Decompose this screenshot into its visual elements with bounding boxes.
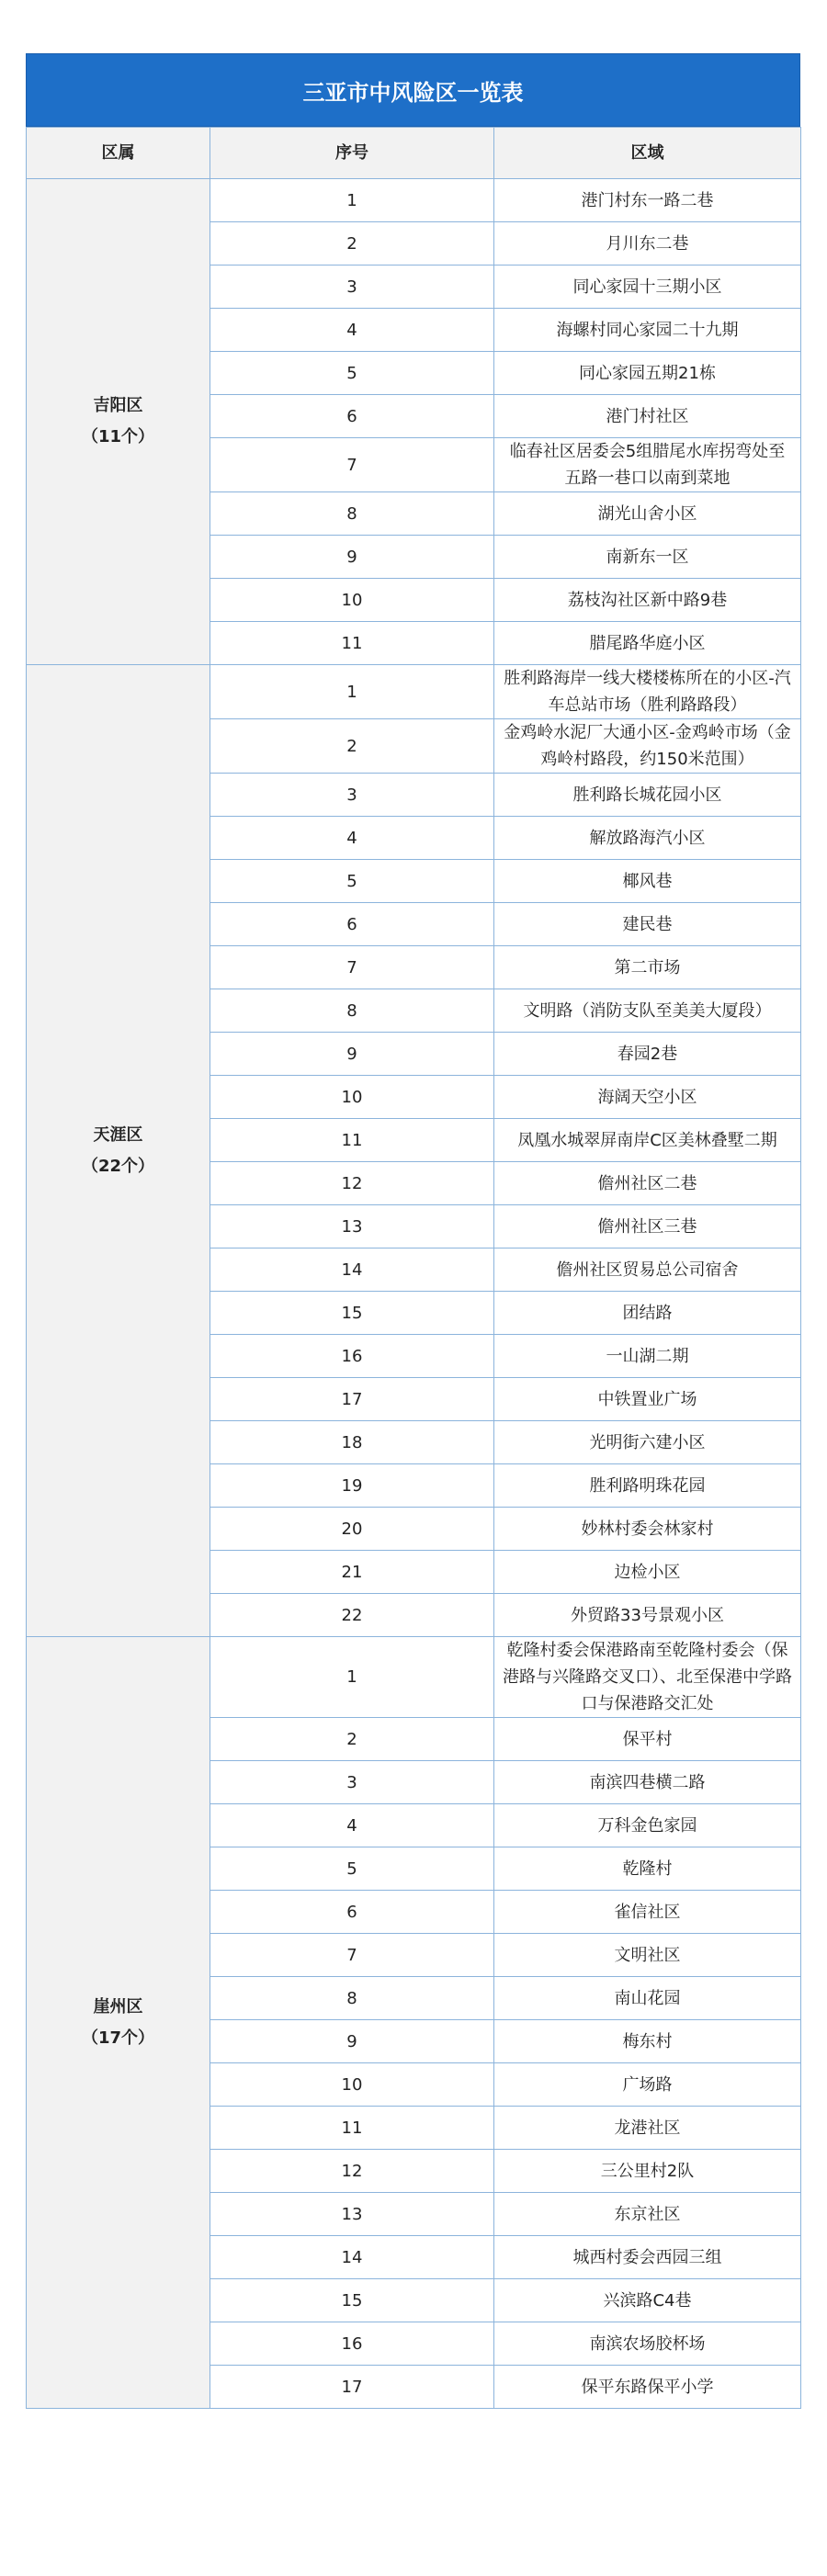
area-cell: 春园2巷 (494, 1033, 801, 1076)
area-cell: 凤凰水城翠屏南岸C区美林叠墅二期 (494, 1119, 801, 1162)
seq-cell: 7 (210, 438, 494, 492)
seq-cell: 10 (210, 2063, 494, 2107)
seq-cell: 2 (210, 222, 494, 266)
district-count: （11个） (81, 427, 155, 446)
seq-cell: 6 (210, 395, 494, 438)
seq-cell: 4 (210, 1804, 494, 1847)
seq-cell: 20 (210, 1508, 494, 1551)
area-cell: 儋州社区贸易总公司宿舍 (494, 1248, 801, 1292)
district-cell (27, 665, 210, 1637)
seq-cell: 5 (210, 860, 494, 903)
area-cell: 城西村委会西园三组 (494, 2236, 801, 2279)
seq-cell: 3 (210, 774, 494, 817)
seq-cell: 13 (210, 1205, 494, 1248)
area-cell: 月川东二巷 (494, 222, 801, 266)
seq-cell: 2 (210, 719, 494, 774)
table-body (27, 179, 801, 2409)
area-cell: 三公里村2队 (494, 2150, 801, 2193)
area-cell: 南滨四巷横二路 (494, 1761, 801, 1804)
area-cell: 海阔天空小区 (494, 1076, 801, 1119)
area-cell: 湖光山舍小区 (494, 492, 801, 536)
seq-cell: 9 (210, 2020, 494, 2063)
area-cell: 广场路 (494, 2063, 801, 2107)
seq-cell: 16 (210, 2322, 494, 2366)
seq-cell: 11 (210, 622, 494, 665)
area-cell: 文明路（消防支队至美美大厦段） (494, 989, 801, 1033)
seq-cell: 16 (210, 1335, 494, 1378)
district-name: 天涯区 (93, 1124, 143, 1145)
area-cell: 边检小区 (494, 1551, 801, 1594)
table-row (27, 1637, 801, 1718)
seq-cell: 7 (210, 1934, 494, 1977)
area-cell: 腊尾路华庭小区 (494, 622, 801, 665)
area-cell: 保平东路保平小学 (494, 2366, 801, 2409)
area-cell: 南山花园 (494, 1977, 801, 2020)
area-cell: 解放路海汽小区 (494, 817, 801, 860)
seq-cell: 8 (210, 1977, 494, 2020)
area-cell: 椰风巷 (494, 860, 801, 903)
seq-cell: 9 (210, 1033, 494, 1076)
header-district: 区属 (27, 128, 210, 179)
seq-cell: 5 (210, 352, 494, 395)
seq-cell: 10 (210, 579, 494, 622)
area-cell: 东京社区 (494, 2193, 801, 2236)
area-cell: 南新东一区 (494, 536, 801, 579)
area-cell: 中铁置业广场 (494, 1378, 801, 1421)
seq-cell: 10 (210, 1076, 494, 1119)
seq-cell: 4 (210, 309, 494, 352)
area-cell: 龙港社区 (494, 2107, 801, 2150)
table-row (27, 179, 801, 222)
area-cell: 港门村社区 (494, 395, 801, 438)
area-cell: 梅东村 (494, 2020, 801, 2063)
district-count: （22个） (81, 1156, 155, 1176)
seq-cell: 6 (210, 903, 494, 946)
seq-cell: 1 (210, 665, 494, 719)
seq-cell: 11 (210, 2107, 494, 2150)
district-cell (27, 1637, 210, 2409)
seq-cell: 19 (210, 1464, 494, 1508)
area-cell: 文明社区 (494, 1934, 801, 1977)
area-cell: 乾隆村委会保港路南至乾隆村委会（保港路与兴隆路交叉口）、北至保港中学路口与保港路交汇处 (494, 1637, 801, 1718)
seq-cell: 14 (210, 2236, 494, 2279)
seq-cell: 15 (210, 2279, 494, 2322)
area-cell: 万科金色家园 (494, 1804, 801, 1847)
area-cell: 儋州社区三巷 (494, 1205, 801, 1248)
area-cell: 第二市场 (494, 946, 801, 989)
area-cell: 胜利路海岸一线大楼楼栋所在的小区-汽车总站市场（胜利路路段） (494, 665, 801, 719)
district-cell (27, 179, 210, 665)
area-cell: 团结路 (494, 1292, 801, 1335)
seq-cell: 3 (210, 1761, 494, 1804)
area-cell: 南滨农场胶杯场 (494, 2322, 801, 2366)
area-cell: 兴滨路C4巷 (494, 2279, 801, 2322)
area-cell: 胜利路长城花园小区 (494, 774, 801, 817)
district-name: 吉阳区 (93, 396, 143, 415)
header-row (27, 128, 801, 179)
seq-cell: 4 (210, 817, 494, 860)
area-cell: 港门村东一路二巷 (494, 179, 801, 222)
seq-cell: 17 (210, 2366, 494, 2409)
seq-cell: 5 (210, 1847, 494, 1891)
seq-cell: 22 (210, 1594, 494, 1637)
district-name: 崖州区 (93, 1996, 143, 2017)
seq-cell: 7 (210, 946, 494, 989)
area-cell: 雀信社区 (494, 1891, 801, 1934)
seq-cell: 2 (210, 1718, 494, 1761)
area-cell: 儋州社区二巷 (494, 1162, 801, 1205)
seq-cell: 8 (210, 492, 494, 536)
district-count: （17个） (81, 2028, 155, 2048)
seq-cell: 18 (210, 1421, 494, 1464)
seq-cell: 3 (210, 266, 494, 309)
area-cell: 光明街六建小区 (494, 1421, 801, 1464)
table-title: 三亚市中风险区一览表 (26, 53, 800, 127)
seq-cell: 1 (210, 1637, 494, 1718)
header-area: 区域 (494, 128, 801, 179)
seq-cell: 12 (210, 2150, 494, 2193)
seq-cell: 21 (210, 1551, 494, 1594)
area-cell: 荔枝沟社区新中路9巷 (494, 579, 801, 622)
seq-cell: 6 (210, 1891, 494, 1934)
area-cell: 乾隆村 (494, 1847, 801, 1891)
table-row (27, 665, 801, 719)
seq-cell: 11 (210, 1119, 494, 1162)
seq-cell: 14 (210, 1248, 494, 1292)
seq-cell: 8 (210, 989, 494, 1033)
risk-area-table (26, 127, 801, 2409)
area-cell: 妙林村委会林家村 (494, 1508, 801, 1551)
seq-cell: 9 (210, 536, 494, 579)
area-cell: 一山湖二期 (494, 1335, 801, 1378)
area-cell: 同心家园五期21栋 (494, 352, 801, 395)
seq-cell: 12 (210, 1162, 494, 1205)
risk-area-table-container (26, 53, 800, 2409)
seq-cell: 13 (210, 2193, 494, 2236)
area-cell: 保平村 (494, 1718, 801, 1761)
area-cell: 外贸路33号景观小区 (494, 1594, 801, 1637)
area-cell: 海螺村同心家园二十九期 (494, 309, 801, 352)
area-cell: 建民巷 (494, 903, 801, 946)
area-cell: 同心家园十三期小区 (494, 266, 801, 309)
seq-cell: 15 (210, 1292, 494, 1335)
area-cell: 临春社区居委会5组腊尾水库拐弯处至五路一巷口以南到菜地 (494, 438, 801, 492)
seq-cell: 1 (210, 179, 494, 222)
area-cell: 金鸡岭水泥厂大通小区-金鸡岭市场（金鸡岭村路段，约150米范围） (494, 719, 801, 774)
header-seq: 序号 (210, 128, 494, 179)
seq-cell: 17 (210, 1378, 494, 1421)
area-cell: 胜利路明珠花园 (494, 1464, 801, 1508)
